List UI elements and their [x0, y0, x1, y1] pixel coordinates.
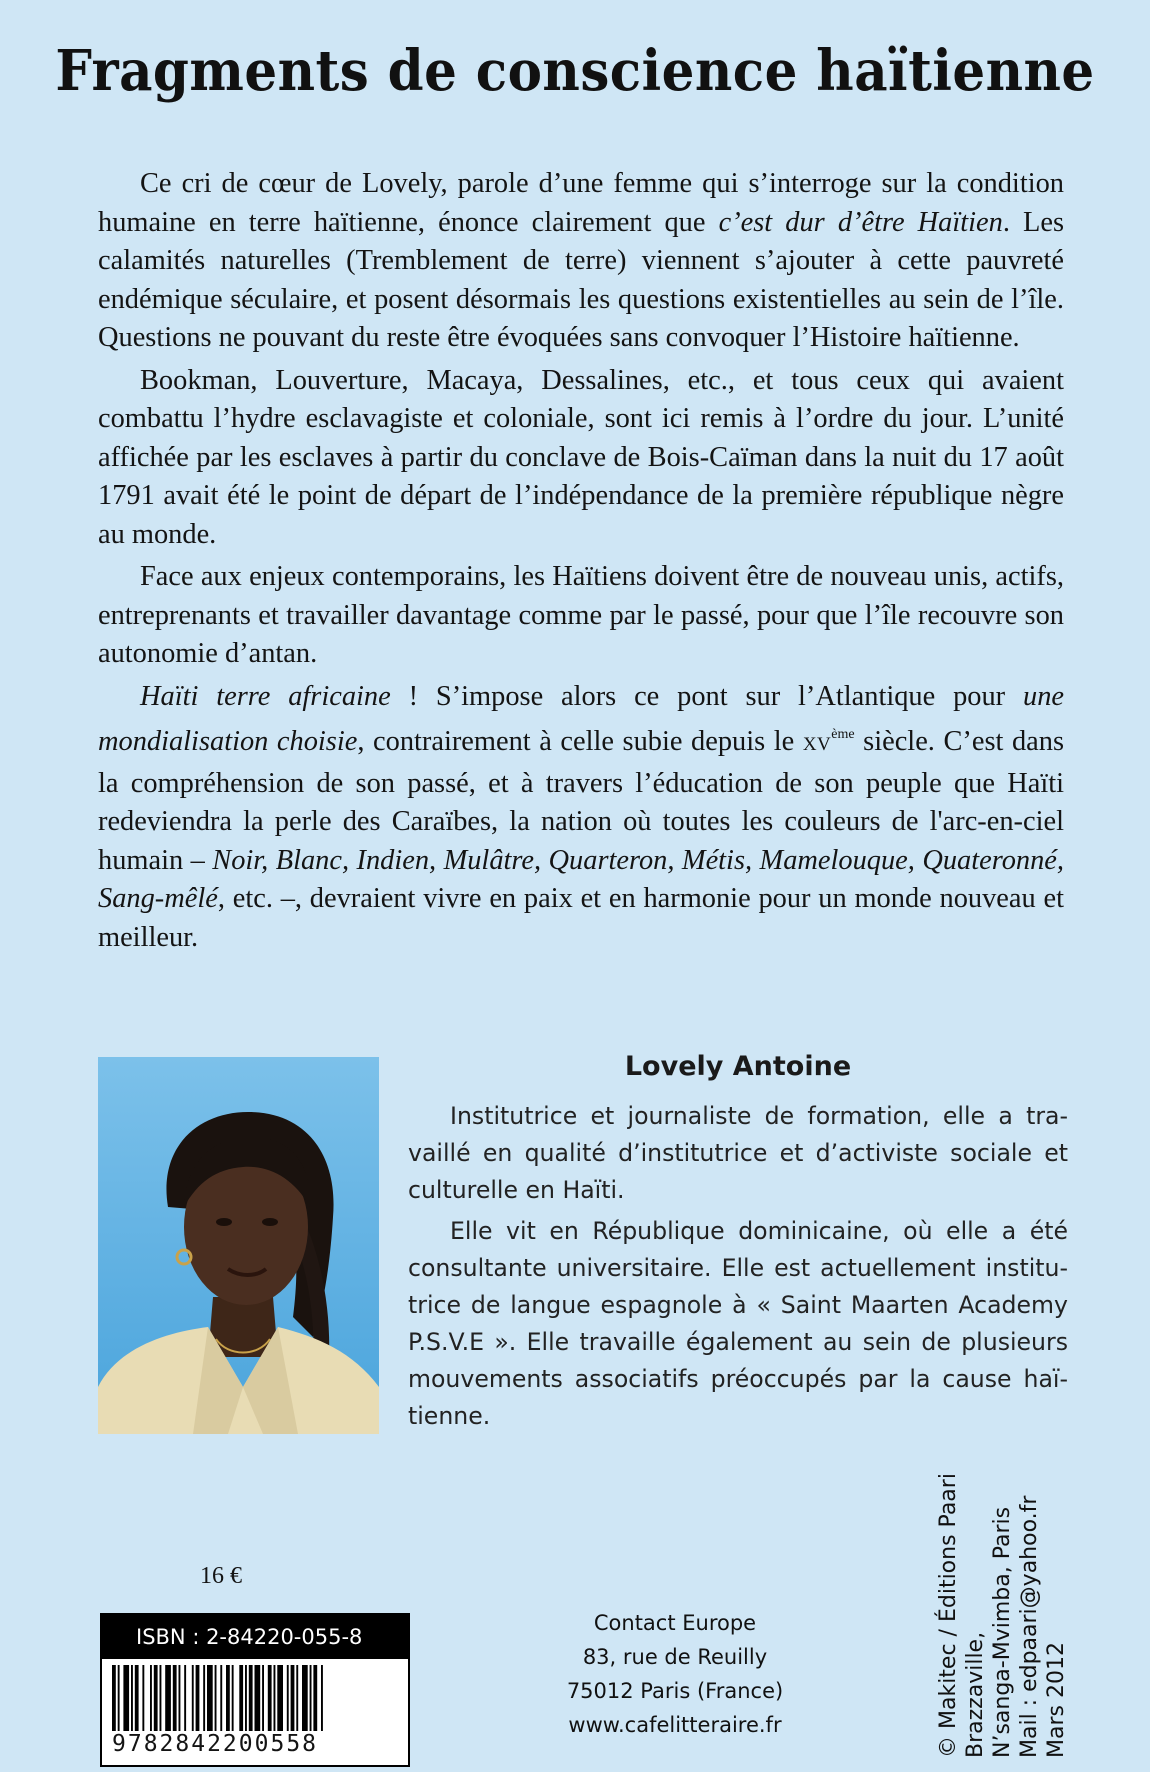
barcode-bar	[255, 1665, 261, 1735]
italic-text: Haïti terre africaine	[140, 680, 391, 712]
blurb-text: , contrairement à celle subie depuis le	[357, 726, 803, 757]
barcode-bar	[160, 1665, 162, 1735]
barcode-bar	[262, 1665, 264, 1735]
author-name: Lovely Antoine	[624, 1051, 852, 1082]
price: 16 €	[200, 1563, 242, 1589]
publisher-contact	[540, 1606, 810, 1742]
contact-heading: Contact Europe	[593, 1611, 757, 1635]
blurb-text: Face aux enjeux contemporains, les Haïtiens doivent être de nouveau unis, actifs, entreprenants et travailler davantage comme par le passé, pour que l’île recouvre son autonomie d’antan.	[98, 561, 1064, 669]
author-portrait-icon	[98, 1057, 379, 1434]
barcode-bar	[123, 1665, 129, 1735]
author-bio	[408, 1098, 1068, 1439]
barcode-bar	[112, 1665, 116, 1735]
credits-line: Mars 2012	[1044, 1642, 1069, 1758]
barcode-bar	[291, 1665, 295, 1735]
barcode-bar	[154, 1665, 158, 1735]
barcode-bar	[274, 1665, 276, 1735]
barcode-bar	[268, 1665, 272, 1735]
bio-paragraph: Elle vit en République dominicaine, où elle a été consultante universitaire. Elle est actuellement institutrice de langue espagnole à « Saint Maarten Academy P.S.V.E ». Elle travaille également au sein de plusieurs mouvements associatifs préoccupés par la cause haïtienne.	[408, 1217, 1068, 1430]
barcode-bar	[184, 1665, 186, 1735]
bio-paragraph: Institutrice et journaliste de formation, elle a travaillé en qualité d’institutrice et d’activiste sociale et culturelle en Haïti.	[408, 1102, 1068, 1204]
contact-street: 83, rue de Reuilly	[582, 1645, 768, 1669]
barcode-bar	[313, 1665, 317, 1735]
isbn-label: ISBN : 2-84220-055-8	[102, 1615, 408, 1659]
contact-city: 75012 Paris (France)	[566, 1679, 784, 1703]
credits-line: Mail : edpaari@yahoo.fr	[1017, 1495, 1042, 1758]
blurb-text: . Les calamités naturelles (Tremblement de terre) viennent s’ajouter à cette pauvreté endémique séculaire, et posent désormais les questions existentielles au sein de l’île. Questions ne pouvant du reste être évoquées sans convoquer l’Histoire haïtienne.	[98, 206, 1065, 353]
blurb-text: siècle. C’est dans la compréhension de son passé, et à travers l’éducation de son peuple que Haïti redeviendra la perle des Caraïbes, la nation où toutes les couleurs de l'arc-en-ciel humain –	[98, 726, 1064, 876]
barcode-bar	[192, 1665, 194, 1735]
blurb-paragraph	[98, 678, 1064, 958]
barcode-bar	[296, 1665, 298, 1735]
blurb-text: Bookman, Louverture, Macaya, Dessalines, etc., et tous ceux qui avaient combattu l’hydre esclavagiste et coloniale, sont ici remis à l’ordre du jour. L’unité affichée par les esclaves à partir du conclave de Bois-Caïman dans la nuit du 17 août 1791 avait été le point de départ de l’indépendance de la première république nègre au monde.	[98, 364, 1064, 550]
barcode-bar	[239, 1665, 243, 1735]
barcode-bar	[245, 1665, 247, 1735]
barcode-digits: 9782842200558	[112, 1731, 402, 1757]
barcode-bar	[135, 1665, 139, 1735]
barcode-bar	[150, 1665, 152, 1735]
credits-line: © Makitec / Éditions Paari	[936, 1473, 961, 1758]
book-title: Fragments de conscience haïtienne	[55, 38, 1095, 104]
barcode-bar	[165, 1665, 171, 1735]
isbn-barcode-block	[100, 1613, 410, 1767]
credits-line: Brazzaville,	[963, 1631, 988, 1758]
barcode-bar	[277, 1665, 283, 1735]
barcode-bar	[179, 1665, 181, 1735]
blurb-paragraph	[98, 362, 1064, 555]
barcode-bar	[142, 1665, 144, 1735]
barcode-icon	[112, 1665, 398, 1735]
blurb-paragraph	[98, 558, 1064, 674]
barcode-bar	[232, 1665, 234, 1735]
barcode-bar	[131, 1665, 133, 1735]
blurb-text: XV	[802, 734, 832, 755]
barcode-bar	[226, 1665, 230, 1735]
barcode-bar	[173, 1665, 177, 1735]
barcode-bar	[203, 1665, 205, 1735]
blurb-text: Ce cri de cœur de Lovely, parole d’une femme qui s’interroge sur la condition humaine en terre haïtienne, énonce clairement que	[98, 168, 1064, 238]
barcode-bar	[220, 1665, 222, 1735]
italic-text: une mondialisation choisie	[98, 680, 1064, 757]
barcode-bar	[215, 1665, 217, 1735]
italic-text: c’est dur d’être Haïtien	[718, 206, 1003, 238]
barcode-bar	[310, 1665, 312, 1735]
blurb	[98, 165, 1064, 961]
barcode-bar	[118, 1665, 120, 1735]
barcode-bar	[196, 1665, 200, 1735]
publisher-credits	[935, 1438, 1070, 1758]
barcode-bar	[207, 1665, 213, 1735]
blurb-paragraph	[98, 165, 1064, 358]
blurb-text: ème	[831, 727, 855, 742]
barcode-bar	[287, 1665, 289, 1735]
contact-website: www.cafelitteraire.fr	[568, 1713, 782, 1737]
blurb-text: ! S’impose alors ce pont sur l’Atlantique pour	[390, 680, 1023, 712]
blurb-text: , etc. –, devraient vivre en paix et en harmonie pour un monde nouveau et meilleur.	[98, 883, 1064, 953]
italic-text: Noir, Blanc, Indien, Mulâtre, Quarteron, Métis, Mamelouque, Quateronné, Sang-mêlé	[98, 844, 1064, 914]
credits-line: N’sanga-Mvimba, Paris	[990, 1506, 1015, 1758]
barcode-bar	[249, 1665, 253, 1735]
barcode-bar	[321, 1665, 323, 1735]
author-photo	[98, 1057, 379, 1434]
barcode-bar	[302, 1665, 308, 1735]
